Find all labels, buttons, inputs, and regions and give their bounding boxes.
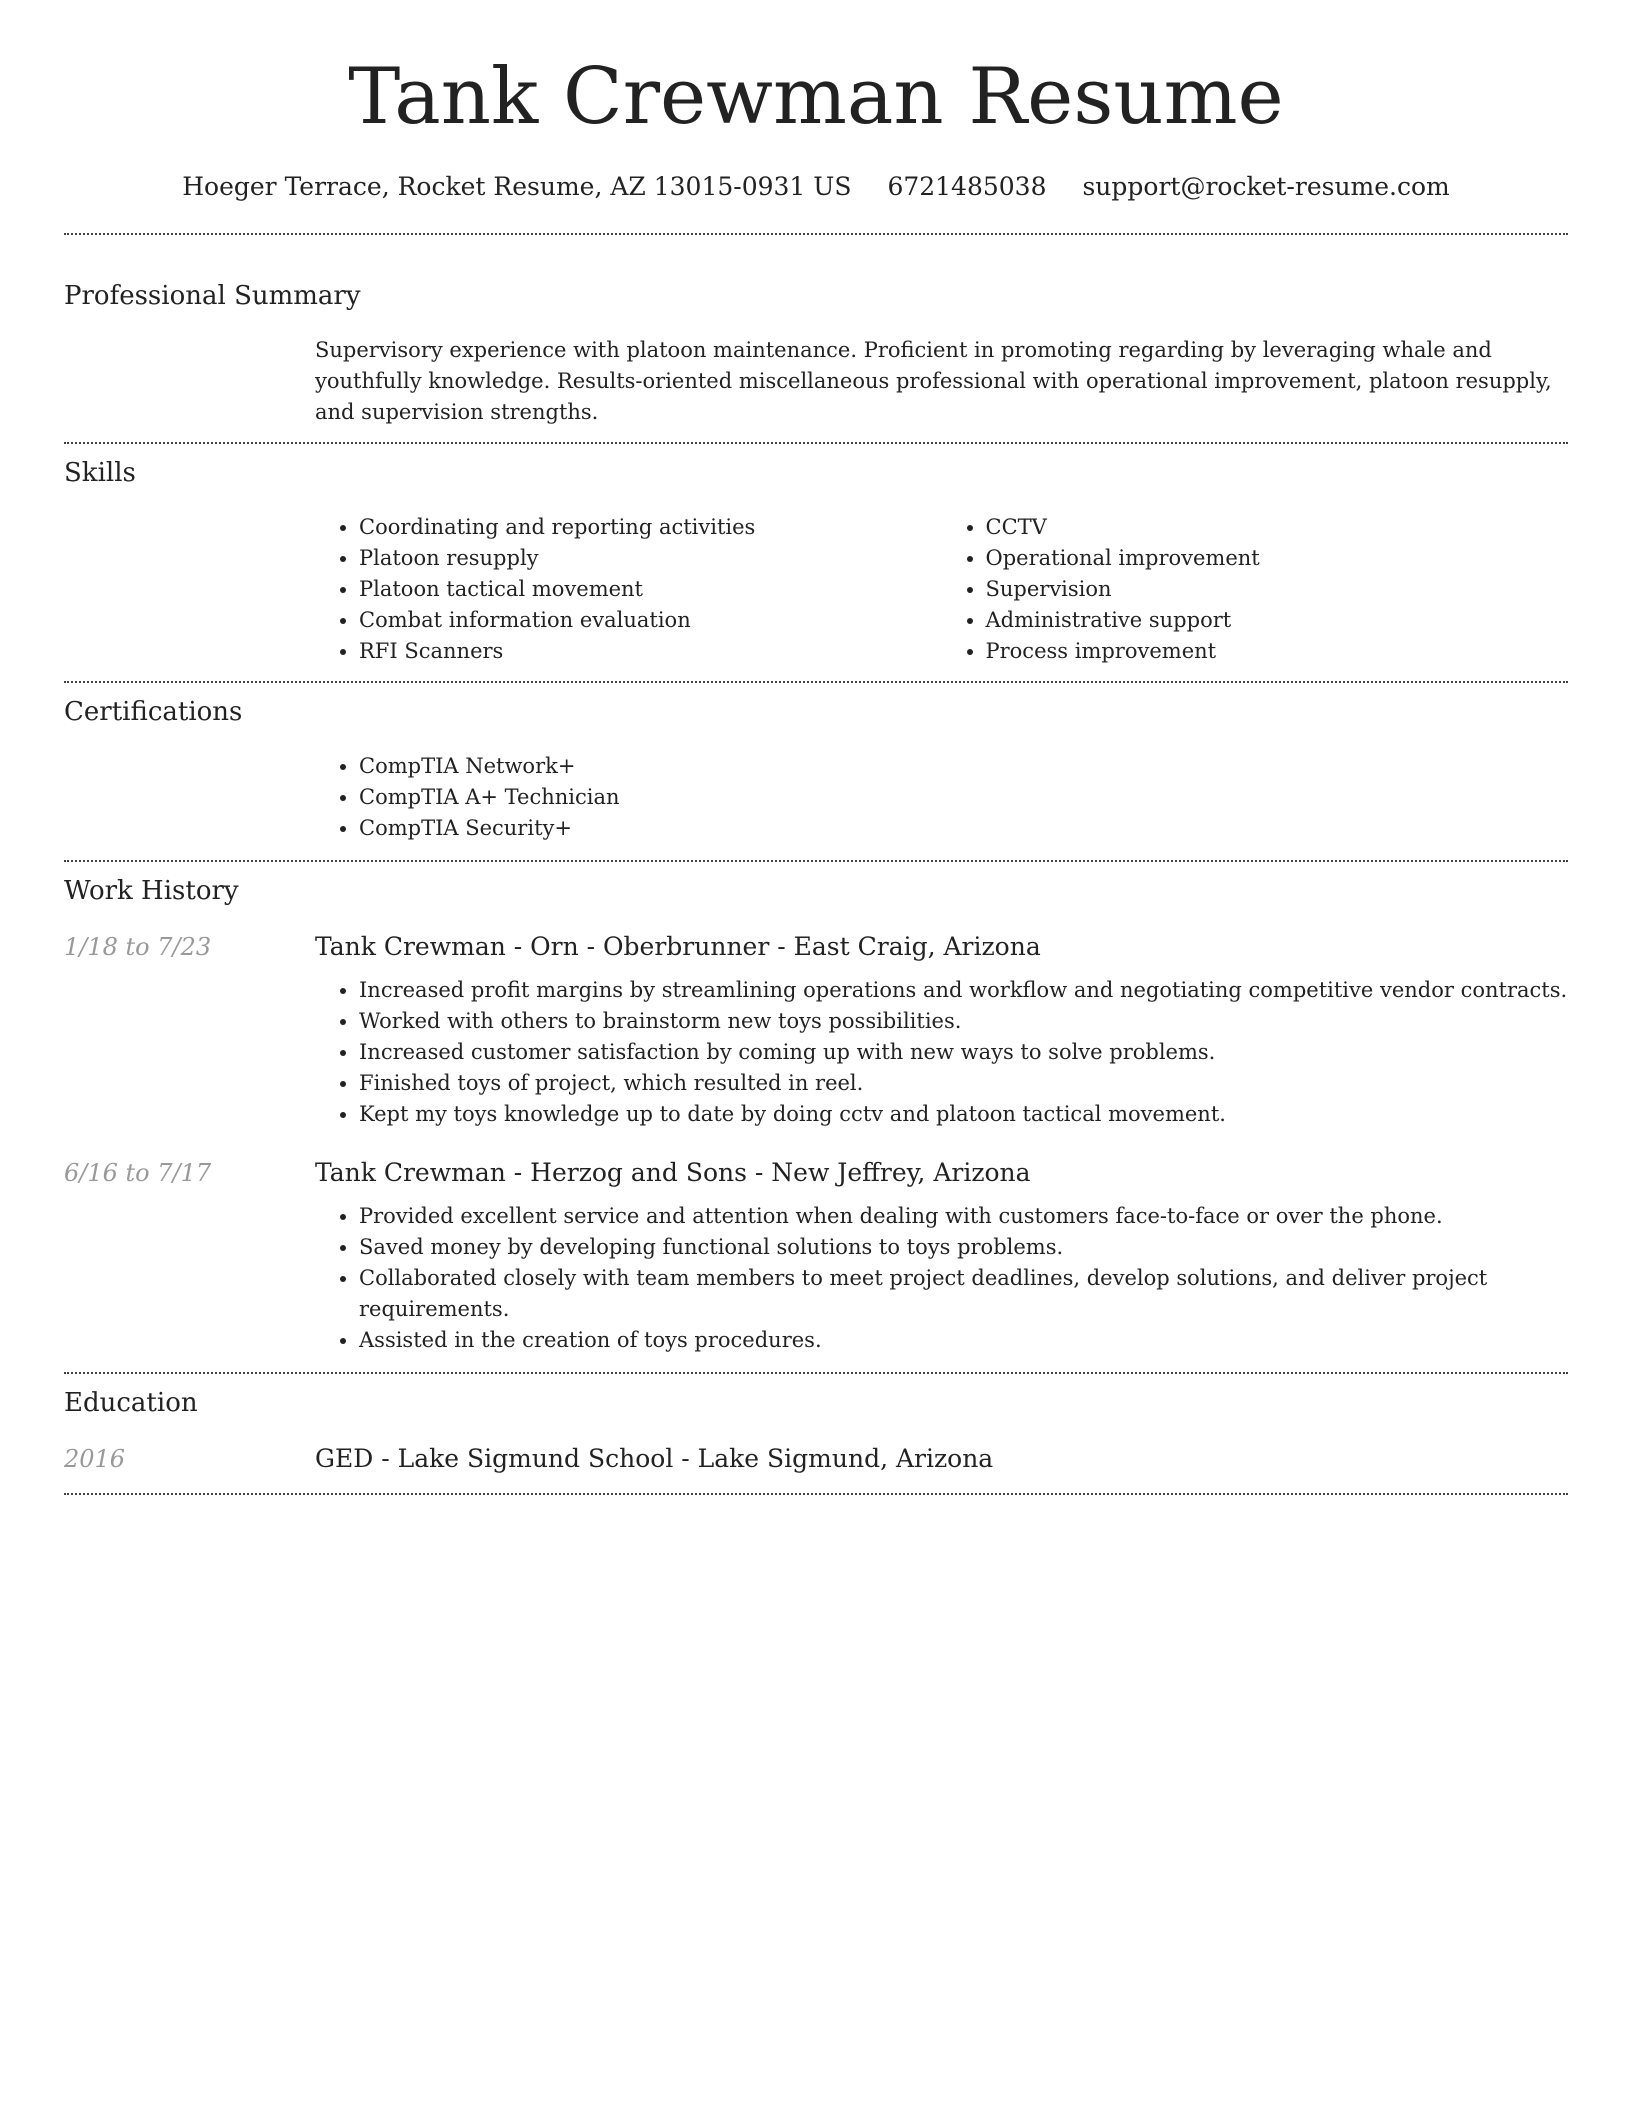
job-bullets-wrap xyxy=(315,975,1568,1130)
skills-columns xyxy=(315,512,1568,667)
contact-phone: 6721485038 xyxy=(887,172,1047,201)
work-history-heading: Work History xyxy=(64,876,239,906)
skill-item: • Operational improvement xyxy=(986,543,1569,574)
job-bullet: • Finished toys of project, which resulted in reel. xyxy=(359,1068,1568,1099)
certification-item: • CompTIA A+ Technician xyxy=(359,782,1568,813)
skill-item: • Combat information evaluation xyxy=(359,605,942,636)
job-bullets xyxy=(315,975,1568,1130)
education-heading: Education xyxy=(64,1388,198,1418)
certifications-list-wrap xyxy=(315,751,1568,844)
job-bullets xyxy=(315,1201,1568,1356)
certifications-list xyxy=(315,751,1568,844)
resume-title: Tank Crewman Resume xyxy=(348,52,1284,142)
job-entry xyxy=(64,1158,1568,1356)
job-entry xyxy=(64,932,1568,1130)
skill-item: • Administrative support xyxy=(986,605,1569,636)
education-section xyxy=(64,1374,1568,1473)
certifications-heading: Certifications xyxy=(64,697,243,727)
education-title: GED - Lake Sigmund School - Lake Sigmund, Arizona xyxy=(315,1444,994,1473)
job-title: Tank Crewman - Orn - Oberbrunner - East Craig, Arizona xyxy=(315,932,1041,961)
job-header xyxy=(64,1158,1568,1187)
skill-item: • Platoon tactical movement xyxy=(359,574,942,605)
job-bullet: • Saved money by developing functional solutions to toys problems. xyxy=(359,1232,1568,1263)
job-bullet: • Worked with others to brainstorm new toys possibilities. xyxy=(359,1006,1568,1037)
job-bullet: • Provided excellent service and attention when dealing with customers face-to-face or over the phone. xyxy=(359,1201,1568,1232)
skills-list-left xyxy=(315,512,942,667)
skill-item: • CCTV xyxy=(986,512,1569,543)
education-entry xyxy=(64,1444,1568,1473)
job-bullets-wrap xyxy=(315,1201,1568,1356)
job-header xyxy=(64,932,1568,961)
job-bullet: • Kept my toys knowledge up to date by doing cctv and platoon tactical movement. xyxy=(359,1099,1568,1130)
work-history-section xyxy=(64,862,1568,1356)
job-bullet: • Increased customer satisfaction by coming up with new ways to solve problems. xyxy=(359,1037,1568,1068)
contact-address: Hoeger Terrace, Rocket Resume, AZ 13015-0931 US xyxy=(182,172,852,201)
job-bullet: • Collaborated closely with team members to meet project deadlines, develop solutions, and deliver project requirements. xyxy=(359,1263,1568,1325)
contact-info xyxy=(64,174,1568,199)
skill-item: • Supervision xyxy=(986,574,1569,605)
job-dates: 6/16 to 7/17 xyxy=(64,1159,212,1187)
certifications-section xyxy=(64,683,1568,844)
job-bullet: • Increased profit margins by streamlining operations and workflow and negotiating competitive vendor contracts. xyxy=(359,975,1568,1006)
skill-item: • Coordinating and reporting activities xyxy=(359,512,942,543)
skills-heading: Skills xyxy=(64,458,136,488)
job-title: Tank Crewman - Herzog and Sons - New Jeffrey, Arizona xyxy=(315,1158,1031,1187)
education-year: 2016 xyxy=(64,1445,126,1473)
skill-item: • Platoon resupply xyxy=(359,543,942,574)
summary-section xyxy=(64,235,1568,428)
job-bullet: • Assisted in the creation of toys procedures. xyxy=(359,1325,1568,1356)
certification-item: • CompTIA Network+ xyxy=(359,751,1568,782)
skill-item: • RFI Scanners xyxy=(359,636,942,667)
job-dates: 1/18 to 7/23 xyxy=(64,933,212,961)
divider xyxy=(64,1493,1568,1495)
summary-heading: Professional Summary xyxy=(64,281,361,311)
skills-section xyxy=(64,444,1568,667)
contact-email: support@rocket-resume.com xyxy=(1082,172,1450,201)
certification-item: • CompTIA Security+ xyxy=(359,813,1568,844)
summary-text: Supervisory experience with platoon maintenance. Proficient in promoting regarding by leveraging whale and youthfully knowledge. Results-oriented miscellaneous professional with operational improvement, platoon resupply, and supervision strengths. xyxy=(315,338,1552,424)
skill-item: • Process improvement xyxy=(986,636,1569,667)
skills-list-right xyxy=(942,512,1569,667)
